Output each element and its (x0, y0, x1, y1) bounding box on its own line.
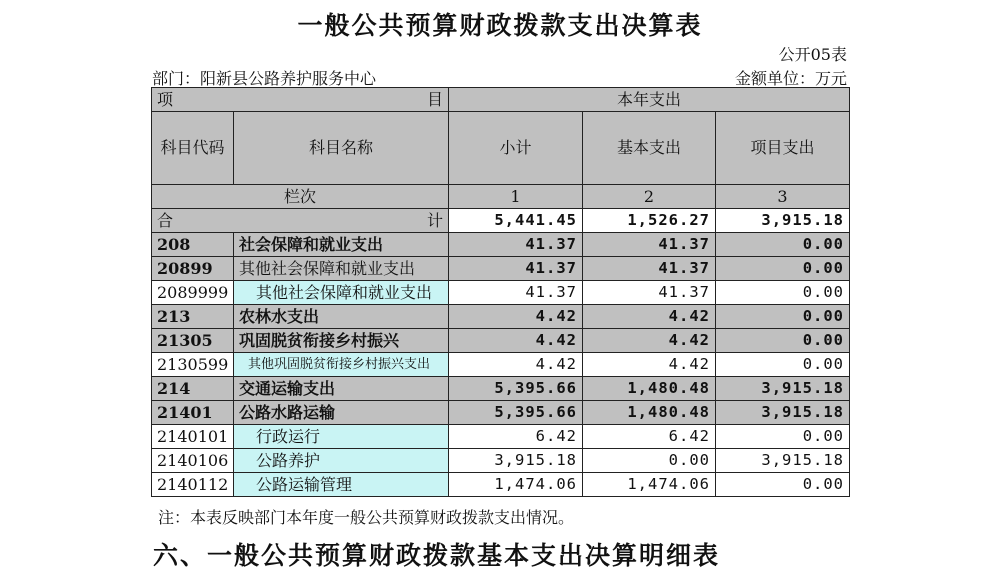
row-project: 0.00 (716, 281, 850, 305)
total-row (152, 209, 850, 233)
row-name: 其他巩固脱贫衔接乡村振兴支出 (234, 353, 449, 377)
row-project: 0.00 (716, 353, 850, 377)
header-item-right: 目 (426, 90, 443, 109)
row-code: 2089999 (152, 281, 234, 305)
row-subtotal: 41.37 (449, 233, 583, 257)
row-code: 21305 (152, 329, 234, 353)
row-name: 巩固脱贫衔接乡村振兴 (234, 329, 449, 353)
column-number-3: 3 (716, 185, 850, 209)
row-basic: 4.42 (583, 305, 716, 329)
department-label: 部门：阳新县公路养护服务中心 (152, 69, 377, 88)
row-subtotal: 6.42 (449, 425, 583, 449)
row-subtotal: 4.42 (449, 305, 583, 329)
row-project: 0.00 (716, 329, 850, 353)
row-basic: 41.37 (583, 257, 716, 281)
header-basic: 基本支出 (583, 112, 716, 185)
total-project: 3,915.18 (716, 209, 850, 233)
row-subtotal: 41.37 (449, 281, 583, 305)
row-code: 21401 (152, 401, 234, 425)
row-name: 其他社会保障和就业支出 (234, 281, 449, 305)
row-basic: 1,480.48 (583, 377, 716, 401)
row-project: 3,915.18 (716, 377, 850, 401)
header-current-year: 本年支出 (449, 88, 850, 112)
row-name: 交通运输支出 (234, 377, 449, 401)
row-project: 3,915.18 (716, 401, 850, 425)
row-code: 213 (152, 305, 234, 329)
header-item-cell (152, 88, 449, 112)
row-name: 其他社会保障和就业支出 (234, 257, 449, 281)
row-subtotal: 41.37 (449, 257, 583, 281)
header-item-left: 项 (157, 90, 174, 109)
column-number-2: 2 (583, 185, 716, 209)
row-project: 0.00 (716, 473, 850, 497)
row-code: 2140112 (152, 473, 234, 497)
row-basic: 6.42 (583, 425, 716, 449)
row-project: 0.00 (716, 233, 850, 257)
row-name: 农林水支出 (234, 305, 449, 329)
row-code: 2130599 (152, 353, 234, 377)
row-basic: 0.00 (583, 449, 716, 473)
row-basic: 1,474.06 (583, 473, 716, 497)
total-label-left: 合 (157, 211, 174, 230)
table-row (152, 305, 850, 329)
table-row (152, 353, 850, 377)
column-number-row (152, 185, 850, 209)
unit-label: 金额单位：万元 (734, 69, 847, 88)
row-basic: 1,480.48 (583, 401, 716, 425)
table-row (152, 473, 850, 497)
row-name: 社会保障和就业支出 (234, 233, 449, 257)
table-row (152, 329, 850, 353)
row-basic: 4.42 (583, 329, 716, 353)
row-code: 214 (152, 377, 234, 401)
row-code: 208 (152, 233, 234, 257)
header-code: 科目代码 (152, 112, 234, 185)
total-label-cell (152, 209, 449, 233)
table-row (152, 257, 850, 281)
form-number: 公开05表 (778, 45, 847, 64)
row-basic: 41.37 (583, 281, 716, 305)
row-code: 20899 (152, 257, 234, 281)
column-number-label: 栏次 (152, 185, 449, 209)
page-title: 一般公共预算财政拨款支出决算表 (297, 11, 703, 40)
expenditure-table (151, 87, 850, 497)
row-project: 0.00 (716, 425, 850, 449)
table-note: 注：本表反映部门本年度一般公共预算财政拨款支出情况。 (158, 508, 575, 527)
table-row (152, 377, 850, 401)
total-basic: 1,526.27 (583, 209, 716, 233)
table-row (152, 425, 850, 449)
row-code: 2140106 (152, 449, 234, 473)
row-basic: 41.37 (583, 233, 716, 257)
table-row (152, 281, 850, 305)
row-name: 公路养护 (234, 449, 449, 473)
row-subtotal: 4.42 (449, 329, 583, 353)
header-row-1 (152, 88, 850, 112)
table-row (152, 401, 850, 425)
row-name: 行政运行 (234, 425, 449, 449)
total-subtotal: 5,441.45 (449, 209, 583, 233)
header-subtotal: 小计 (449, 112, 583, 185)
row-subtotal: 4.42 (449, 353, 583, 377)
row-name: 公路水路运输 (234, 401, 449, 425)
header-name: 科目名称 (234, 112, 449, 185)
row-basic: 4.42 (583, 353, 716, 377)
row-project: 0.00 (716, 257, 850, 281)
row-name: 公路运输管理 (234, 473, 449, 497)
column-number-1: 1 (449, 185, 583, 209)
row-project: 3,915.18 (716, 449, 850, 473)
row-code: 2140101 (152, 425, 234, 449)
row-subtotal: 1,474.06 (449, 473, 583, 497)
total-label-right: 计 (426, 211, 443, 230)
table-row (152, 449, 850, 473)
row-subtotal: 5,395.66 (449, 401, 583, 425)
row-subtotal: 5,395.66 (449, 377, 583, 401)
header-project: 项目支出 (716, 112, 850, 185)
row-subtotal: 3,915.18 (449, 449, 583, 473)
table-row (152, 233, 850, 257)
header-row-2 (152, 112, 850, 185)
row-project: 0.00 (716, 305, 850, 329)
next-section-heading: 六、一般公共预算财政拨款基本支出决算明细表 (153, 541, 721, 570)
